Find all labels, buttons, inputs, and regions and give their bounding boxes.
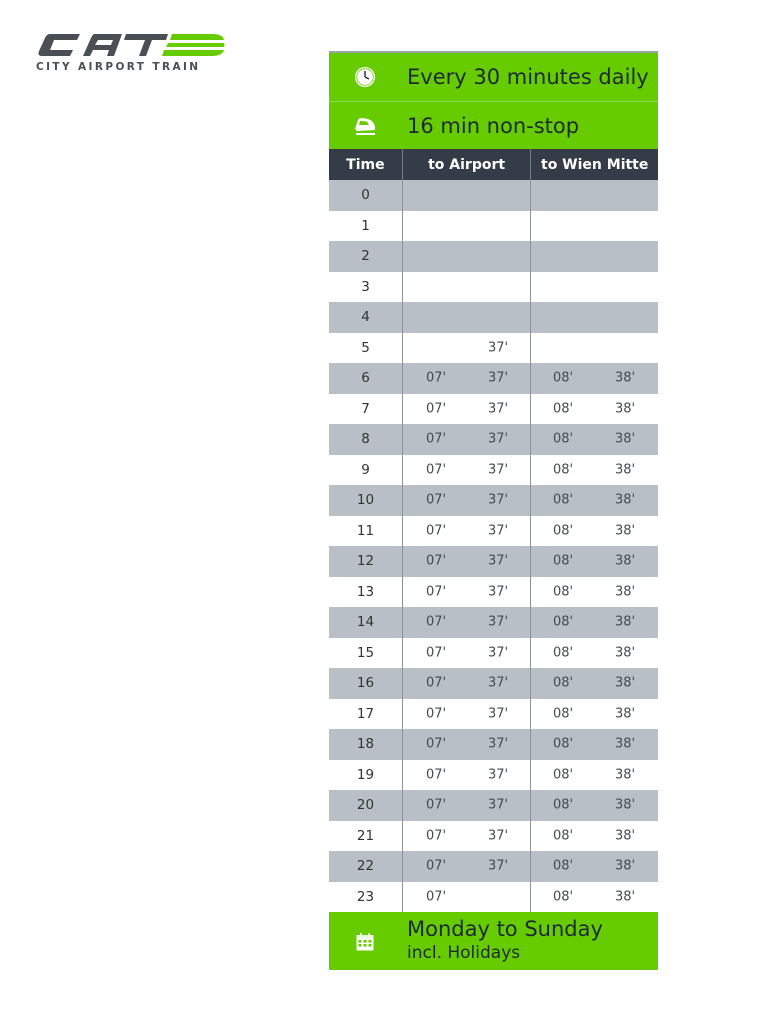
departure-minute: 37': [488, 828, 509, 844]
departure-minute: 08': [553, 645, 574, 661]
airport-departures: [402, 729, 530, 760]
departure-minute: 38': [615, 889, 636, 905]
wien-mitte-departures: [530, 577, 658, 608]
hour-cell: 0: [361, 187, 370, 204]
airport-departures: [402, 668, 530, 699]
departure-minute: 37': [488, 584, 509, 600]
departure-minute: 07': [426, 401, 447, 417]
departure-minute: 08': [553, 462, 574, 478]
departure-minute: 37': [488, 401, 509, 417]
departure-minute: 38': [615, 523, 636, 539]
wien-mitte-departures: [530, 272, 658, 303]
airport-departures: [402, 760, 530, 791]
departure-minute: 07': [426, 889, 447, 905]
departure-minute: 08': [553, 523, 574, 539]
departure-minute: 07': [426, 462, 447, 478]
departure-minute: 38': [615, 614, 636, 630]
airport-departures: [402, 241, 530, 272]
hour-cell: 11: [356, 522, 375, 539]
table-row: [329, 821, 658, 852]
table-row: [329, 516, 658, 547]
days-banner: [329, 912, 658, 970]
departure-minute: 07': [426, 828, 447, 844]
hour-cell: 18: [356, 736, 375, 753]
table-row: [329, 363, 658, 394]
hour-cell: 22: [356, 858, 375, 875]
airport-departures: [402, 516, 530, 547]
airport-departures: [402, 302, 530, 333]
departure-minute: 08': [553, 736, 574, 752]
departure-minute: 07': [426, 858, 447, 874]
departure-minute: 08': [553, 828, 574, 844]
wien-mitte-departures: [530, 729, 658, 760]
frequency-banner: [329, 53, 658, 101]
clock-icon: [353, 65, 377, 89]
frequency-text: Every 30 minutes daily: [407, 65, 649, 89]
departure-minute: 38': [615, 553, 636, 569]
airport-departures: [402, 882, 530, 913]
departure-minute: 07': [426, 553, 447, 569]
airport-departures: [402, 333, 530, 364]
departure-minute: 38': [615, 492, 636, 508]
wien-mitte-departures: [530, 668, 658, 699]
hour-cell: 14: [356, 614, 375, 631]
wien-mitte-departures: [530, 790, 658, 821]
holidays-text: incl. Holidays: [407, 943, 521, 963]
wien-mitte-departures: [530, 546, 658, 577]
wien-mitte-departures: [530, 180, 658, 211]
airport-departures: [402, 272, 530, 303]
logo-subtitle: CITY AIRPORT TRAIN: [36, 61, 201, 73]
wien-mitte-departures: [530, 607, 658, 638]
table-row: [329, 455, 658, 486]
table-row: [329, 882, 658, 913]
airport-departures: [402, 211, 530, 242]
airport-departures: [402, 180, 530, 211]
departure-minute: 38': [615, 736, 636, 752]
table-row: [329, 729, 658, 760]
departure-minute: 07': [426, 706, 447, 722]
hour-cell: 9: [361, 461, 370, 478]
departure-minute: 38': [615, 584, 636, 600]
departure-minute: 08': [553, 614, 574, 630]
wien-mitte-departures: [530, 394, 658, 425]
departure-minute: 08': [553, 553, 574, 569]
departure-minute: 37': [488, 706, 509, 722]
hour-cell: 4: [361, 309, 370, 326]
table-row: [329, 394, 658, 425]
table-row: [329, 180, 658, 211]
departure-minute: 07': [426, 645, 447, 661]
departure-minute: 37': [488, 645, 509, 661]
table-row: [329, 302, 658, 333]
days-text: Monday to Sunday: [407, 917, 603, 941]
departure-minute: 38': [615, 645, 636, 661]
departure-minute: 07': [426, 675, 447, 691]
departure-minute: 07': [426, 584, 447, 600]
departure-minute: 07': [426, 523, 447, 539]
wien-mitte-departures: [530, 302, 658, 333]
departure-minute: 08': [553, 889, 574, 905]
departure-minute: 37': [488, 614, 509, 630]
airport-departures: [402, 424, 530, 455]
airport-departures: [402, 455, 530, 486]
table-row: [329, 546, 658, 577]
departure-minute: 08': [553, 492, 574, 508]
hour-cell: 10: [356, 492, 375, 509]
departure-minute: 07': [426, 797, 447, 813]
hour-cell: 3: [361, 278, 370, 295]
duration-banner: [329, 101, 658, 149]
departure-minute: 37': [488, 462, 509, 478]
departure-minute: 08': [553, 767, 574, 783]
airport-departures: [402, 638, 530, 669]
table-row: [329, 638, 658, 669]
table-row: [329, 211, 658, 242]
wien-mitte-departures: [530, 821, 658, 852]
airport-departures: [402, 394, 530, 425]
airport-departures: [402, 821, 530, 852]
departure-minute: 37': [488, 767, 509, 783]
table-row: [329, 760, 658, 791]
hour-cell: 1: [361, 217, 370, 234]
departure-minute: 38': [615, 401, 636, 417]
hour-cell: 23: [356, 888, 375, 905]
table-row: [329, 699, 658, 730]
hour-cell: 6: [361, 370, 370, 387]
table-row: [329, 790, 658, 821]
hour-cell: 12: [356, 553, 375, 570]
departure-minute: 38': [615, 858, 636, 874]
hour-cell: 16: [356, 675, 375, 692]
wien-mitte-departures: [530, 241, 658, 272]
departure-minute: 38': [615, 706, 636, 722]
wien-mitte-departures: [530, 485, 658, 516]
hour-cell: 2: [361, 248, 370, 265]
wien-mitte-departures: [530, 851, 658, 882]
cat-logo-mark: [36, 32, 226, 58]
calendar-icon: [355, 932, 375, 952]
departure-minute: 37': [488, 523, 509, 539]
departure-minute: 07': [426, 370, 447, 386]
header-to-airport: to Airport: [402, 149, 531, 180]
departure-minute: 38': [615, 370, 636, 386]
departure-minute: 38': [615, 675, 636, 691]
airport-departures: [402, 485, 530, 516]
airport-departures: [402, 546, 530, 577]
departure-minute: 38': [615, 431, 636, 447]
departure-minute: 37': [488, 797, 509, 813]
hour-cell: 20: [356, 797, 375, 814]
airport-departures: [402, 577, 530, 608]
wien-mitte-departures: [530, 516, 658, 547]
hour-cell: 8: [361, 431, 370, 448]
departure-minute: 37': [488, 553, 509, 569]
wien-mitte-departures: [530, 363, 658, 394]
departure-minute: 08': [553, 431, 574, 447]
departure-minute: 38': [615, 797, 636, 813]
airport-departures: [402, 363, 530, 394]
departure-minute: 07': [426, 431, 447, 447]
header-time: Time: [346, 156, 385, 173]
hour-cell: 19: [356, 766, 375, 783]
wien-mitte-departures: [530, 424, 658, 455]
table-row: [329, 241, 658, 272]
airport-departures: [402, 790, 530, 821]
duration-text: 16 min non-stop: [407, 113, 580, 138]
wien-mitte-departures: [530, 699, 658, 730]
departure-minute: 37': [488, 492, 509, 508]
wien-mitte-departures: [530, 760, 658, 791]
departure-minute: 37': [488, 858, 509, 874]
table-row: [329, 333, 658, 364]
wien-mitte-departures: [530, 455, 658, 486]
table-row: [329, 577, 658, 608]
wien-mitte-departures: [530, 882, 658, 913]
timetable-panel: [329, 51, 658, 970]
departure-minute: 08': [553, 675, 574, 691]
departure-minute: 38': [615, 462, 636, 478]
wien-mitte-departures: [530, 638, 658, 669]
departure-minute: 37': [488, 736, 509, 752]
departure-minute: 08': [553, 401, 574, 417]
departure-minute: 37': [488, 340, 509, 356]
wien-mitte-departures: [530, 211, 658, 242]
departure-minute: 07': [426, 736, 447, 752]
departure-minute: 37': [488, 675, 509, 691]
departure-minute: 08': [553, 797, 574, 813]
timetable-body: [329, 180, 658, 912]
departure-minute: 08': [553, 370, 574, 386]
table-row: [329, 851, 658, 882]
header-to-wien-mitte: to Wien Mitte: [530, 149, 658, 180]
departure-minute: 08': [553, 858, 574, 874]
airport-departures: [402, 607, 530, 638]
cat-logo: [36, 32, 226, 77]
table-row: [329, 607, 658, 638]
airport-departures: [402, 851, 530, 882]
departure-minute: 07': [426, 767, 447, 783]
table-row: [329, 272, 658, 303]
departure-minute: 08': [553, 584, 574, 600]
hour-cell: 17: [356, 705, 375, 722]
departure-minute: 07': [426, 614, 447, 630]
wien-mitte-departures: [530, 333, 658, 364]
departure-minute: 38': [615, 828, 636, 844]
hour-cell: 5: [361, 339, 370, 356]
departure-minute: 38': [615, 767, 636, 783]
departure-minute: 37': [488, 431, 509, 447]
airport-departures: [402, 699, 530, 730]
train-icon: [353, 114, 377, 138]
hour-cell: 15: [356, 644, 375, 661]
hour-cell: 21: [356, 827, 375, 844]
table-header: [329, 149, 658, 180]
table-row: [329, 668, 658, 699]
table-row: [329, 485, 658, 516]
departure-minute: 37': [488, 370, 509, 386]
hour-cell: 13: [356, 583, 375, 600]
hour-cell: 7: [361, 400, 370, 417]
table-row: [329, 424, 658, 455]
departure-minute: 08': [553, 706, 574, 722]
departure-minute: 07': [426, 492, 447, 508]
